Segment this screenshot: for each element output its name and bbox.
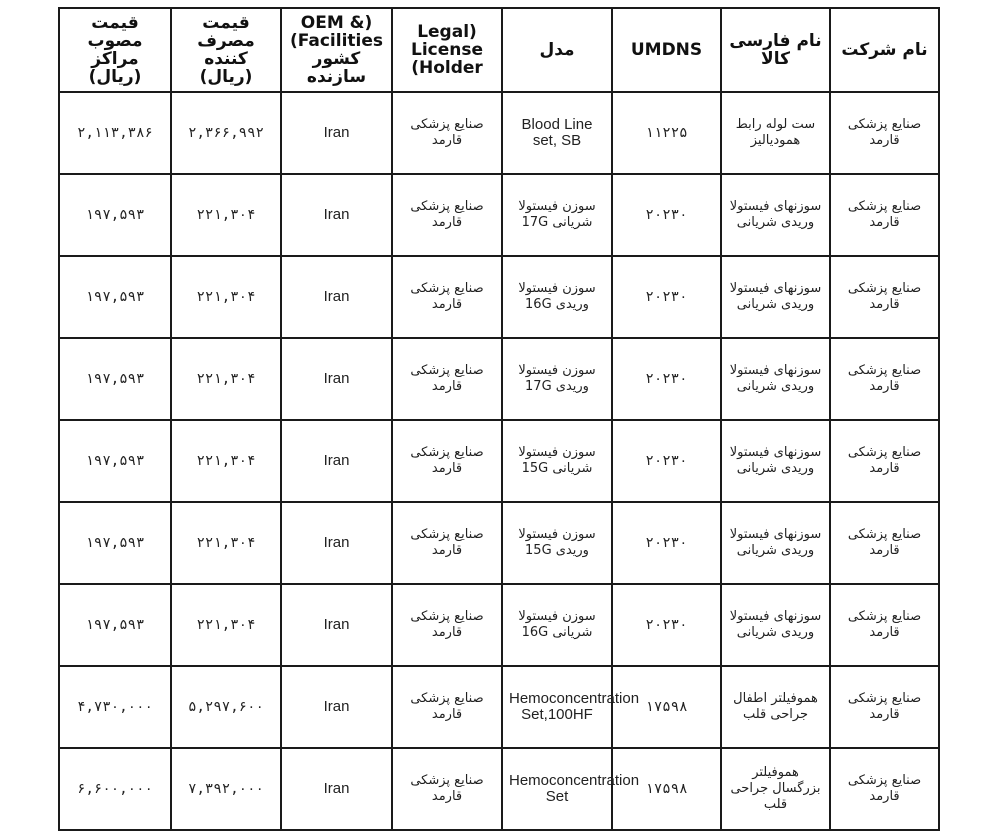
header-product-name: نام فارسی کالا bbox=[721, 8, 830, 92]
cell-legal-holder: صنایع پزشکی قارمد bbox=[392, 748, 502, 830]
table-row bbox=[59, 420, 939, 502]
cell-company-name: صنایع پزشکی قارمد bbox=[830, 748, 939, 830]
cell-approved-price: ۱۹۷,۵۹۳ bbox=[59, 420, 171, 502]
cell-company-name: صنایع پزشکی قارمد bbox=[830, 584, 939, 666]
cell-consumer-price: ۲۲۱,۳۰۴ bbox=[171, 420, 281, 502]
cell-approved-price: ۲,۱۱۳,۳۸۶ bbox=[59, 92, 171, 174]
cell-umdns: ۲۰۲۳۰ bbox=[612, 338, 721, 420]
header-company-name: نام شرکت bbox=[830, 8, 939, 92]
cell-umdns: ۱۱۲۲۵ bbox=[612, 92, 721, 174]
cell-oem: Iran bbox=[281, 502, 392, 584]
cell-model: Hemoconcentration Set bbox=[502, 748, 612, 830]
cell-legal-holder: صنایع پزشکی قارمد bbox=[392, 338, 502, 420]
cell-oem: Iran bbox=[281, 584, 392, 666]
cell-product-name: سوزنهای فیستولا وریدی شریانی bbox=[721, 502, 830, 584]
cell-model: سوزن فیستولا وریدی 17G bbox=[502, 338, 612, 420]
cell-product-name: سوزنهای فیستولا وریدی شریانی bbox=[721, 584, 830, 666]
cell-model: سوزن فیستولا وریدی 16G bbox=[502, 256, 612, 338]
cell-model: سوزن فیستولا شریانی 17G bbox=[502, 174, 612, 256]
cell-model: سوزن فیستولا وریدی 15G bbox=[502, 502, 612, 584]
table-row bbox=[59, 174, 939, 256]
cell-approved-price: ۱۹۷,۵۹۳ bbox=[59, 584, 171, 666]
cell-oem: Iran bbox=[281, 748, 392, 830]
cell-model: سوزن فیستولا شریانی 16G bbox=[502, 584, 612, 666]
cell-consumer-price: ۲۲۱,۳۰۴ bbox=[171, 502, 281, 584]
cell-oem: Iran bbox=[281, 92, 392, 174]
cell-consumer-price: ۲,۳۶۶,۹۹۲ bbox=[171, 92, 281, 174]
cell-company-name: صنایع پزشکی قارمد bbox=[830, 174, 939, 256]
cell-approved-price: ۱۹۷,۵۹۳ bbox=[59, 502, 171, 584]
price-table bbox=[58, 7, 940, 831]
cell-company-name: صنایع پزشکی قارمد bbox=[830, 502, 939, 584]
cell-umdns: ۲۰۲۳۰ bbox=[612, 174, 721, 256]
cell-product-name: سوزنهای فیستولا وریدی شریانی bbox=[721, 174, 830, 256]
cell-product-name: ست لوله رابط همودیالیز bbox=[721, 92, 830, 174]
cell-product-name: سوزنهای فیستولا وریدی شریانی bbox=[721, 256, 830, 338]
cell-product-name: هموفیلتر بزرگسال جراحی قلب bbox=[721, 748, 830, 830]
cell-legal-holder: صنایع پزشکی قارمد bbox=[392, 174, 502, 256]
cell-umdns: ۲۰۲۳۰ bbox=[612, 256, 721, 338]
cell-consumer-price: ۲۲۱,۳۰۴ bbox=[171, 584, 281, 666]
cell-approved-price: ۱۹۷,۵۹۳ bbox=[59, 256, 171, 338]
cell-legal-holder: صنایع پزشکی قارمد bbox=[392, 256, 502, 338]
cell-company-name: صنایع پزشکی قارمد bbox=[830, 420, 939, 502]
cell-approved-price: ۱۹۷,۵۹۳ bbox=[59, 174, 171, 256]
cell-legal-holder: صنایع پزشکی قارمد bbox=[392, 502, 502, 584]
cell-consumer-price: ۵,۲۹۷,۶۰۰ bbox=[171, 666, 281, 748]
cell-product-name: سوزنهای فیستولا وریدی شریانی bbox=[721, 338, 830, 420]
cell-company-name: صنایع پزشکی قارمد bbox=[830, 92, 939, 174]
cell-company-name: صنایع پزشکی قارمد bbox=[830, 666, 939, 748]
cell-oem: Iran bbox=[281, 338, 392, 420]
header-oem: OEM &) (Facilities کشور سازنده bbox=[281, 8, 392, 92]
cell-legal-holder: صنایع پزشکی قارمد bbox=[392, 420, 502, 502]
cell-product-name: هموفیلتر اطفال جراحی قلب bbox=[721, 666, 830, 748]
table-row bbox=[59, 256, 939, 338]
table-row bbox=[59, 502, 939, 584]
cell-model: سوزن فیستولا شریانی 15G bbox=[502, 420, 612, 502]
table-row bbox=[59, 338, 939, 420]
cell-umdns: ۲۰۲۳۰ bbox=[612, 502, 721, 584]
header-model: مدل bbox=[502, 8, 612, 92]
cell-approved-price: ۶,۶۰۰,۰۰۰ bbox=[59, 748, 171, 830]
cell-company-name: صنایع پزشکی قارمد bbox=[830, 338, 939, 420]
cell-oem: Iran bbox=[281, 256, 392, 338]
cell-approved-price: ۱۹۷,۵۹۳ bbox=[59, 338, 171, 420]
cell-umdns: ۱۷۵۹۸ bbox=[612, 666, 721, 748]
header-price-consumer: قیمت مصرف کننده (ریال) bbox=[171, 8, 281, 92]
cell-legal-holder: صنایع پزشکی قارمد bbox=[392, 584, 502, 666]
cell-model: Blood Line set, SB bbox=[502, 92, 612, 174]
cell-product-name: سوزنهای فیستولا وریدی شریانی bbox=[721, 420, 830, 502]
cell-umdns: ۲۰۲۳۰ bbox=[612, 584, 721, 666]
cell-model: Hemoconcentration Set,100HF bbox=[502, 666, 612, 748]
header-price-approved: قیمت مصوب مراکز (ریال) bbox=[59, 8, 171, 92]
table-row bbox=[59, 748, 939, 830]
cell-oem: Iran bbox=[281, 174, 392, 256]
cell-oem: Iran bbox=[281, 420, 392, 502]
header-umdns: UMDNS bbox=[612, 8, 721, 92]
cell-company-name: صنایع پزشکی قارمد bbox=[830, 256, 939, 338]
table-row bbox=[59, 666, 939, 748]
cell-umdns: ۲۰۲۳۰ bbox=[612, 420, 721, 502]
cell-approved-price: ۴,۷۳۰,۰۰۰ bbox=[59, 666, 171, 748]
cell-legal-holder: صنایع پزشکی قارمد bbox=[392, 92, 502, 174]
table-body bbox=[59, 92, 939, 830]
cell-consumer-price: ۲۲۱,۳۰۴ bbox=[171, 338, 281, 420]
cell-umdns: ۱۷۵۹۸ bbox=[612, 748, 721, 830]
header-legal-holder: Legal) License (Holder bbox=[392, 8, 502, 92]
table-row bbox=[59, 92, 939, 174]
cell-consumer-price: ۲۲۱,۳۰۴ bbox=[171, 174, 281, 256]
cell-consumer-price: ۲۲۱,۳۰۴ bbox=[171, 256, 281, 338]
cell-consumer-price: ۷,۳۹۲,۰۰۰ bbox=[171, 748, 281, 830]
header-row bbox=[59, 8, 939, 92]
cell-oem: Iran bbox=[281, 666, 392, 748]
table-row bbox=[59, 584, 939, 666]
cell-legal-holder: صنایع پزشکی قارمد bbox=[392, 666, 502, 748]
